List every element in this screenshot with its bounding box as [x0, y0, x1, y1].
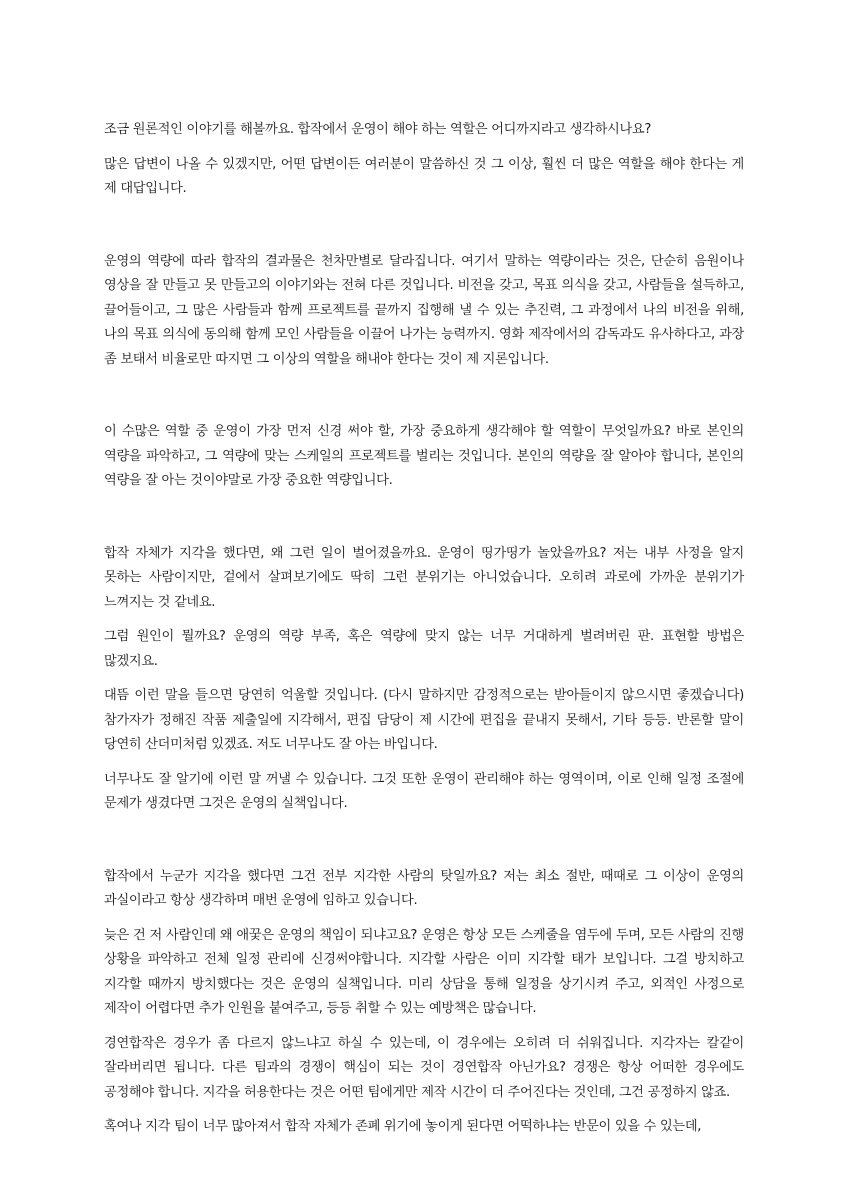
paragraph-operator-responsibility: 너무나도 잘 알기에 이런 말 꺼낼 수 있습니다. 그것 또한 운영이 관리해야 하는 영역이며, 이로 인해 일정 조절에 문제가 생겼다면 그것은 운영의 실책입니다. [104, 771, 744, 811]
paragraph-intro-answer: 많은 답변이 나올 수 있겠지만, 어떤 답변이든 여러분이 말씀하신 것 그 이상, 훨씬 더 많은 역할을 해야 한다는 게 제 대답입니다. [104, 156, 744, 196]
paragraph-operator-competence: 운영의 역량에 따라 합작의 결과물은 천차만별로 달라집니다. 여기서 말하는 역량이라는 것은, 단순히 음원이나 영상을 잘 만들고 못 만들고의 이야기와는 전혀 다른 것입니다. 비전을 갖고, 목표 의식을 갖고, 사람들을 설득하고, 끌어들이고, 그 많은 사람들과 함께 프로젝트를 끝까지 집행해 낼 수 있는 추진력, 그 과정에서 나의 비전을 위해, 나의 목표 의식에 동의해 함께 모인 사람들을 이끌어 나가는 능력까지. 영화 제작에서의 감독과도 유사하다고, 과장 좀 보태서 비율로만 따지면 그 이상의 역할을 해내야 한다는 것이 제 지론입니다. [104, 253, 744, 367]
paragraph-competition: 경연합작은 경우가 좀 다르지 않느냐고 하실 수 있는데, 이 경우에는 오히려 더 쉬워집니다. 지각자는 칼같이 잘라버리면 됩니다. 다른 팀과의 경쟁이 핵심이 되는 것이 경연합작 아닌가요? 경쟁은 항상 어떠한 경우에도 공정해야 합니다. 지각을 허용한다는 것은 어떤 팀에게만 제작 시간이 더 주어진다는 것인데, 그건 공정하지 않죠. [104, 1035, 744, 1100]
paragraph-cause: 그럼 원인이 뭘까요? 운영의 역량 부족, 혹은 역량에 맞지 않는 너무 거대하게 벌려버린 판. 표현할 방법은 많겠지요. [104, 629, 744, 669]
document-body [104, 118, 744, 1140]
paragraph-why-late: 합작 자체가 지각을 했다면, 왜 그런 일이 벌어졌을까요. 운영이 띵가띵가 놀았을까요? 저는 내부 사정을 알지 못하는 사람이지만, 겉에서 살펴보기에도 딱히 그런 분위기는 아니었습니다. 오히려 과로에 가까운 분위기가 느껴지는 것 같네요. [104, 545, 744, 610]
paragraph-prevention: 늦은 건 저 사람인데 왜 애꿎은 운영의 책임이 되냐고요? 운영은 항상 모든 스케줄을 염두에 두며, 모든 사람의 진행 상황을 파악하고 전체 일정 관리에 신경써야합니다. 지각할 사람은 이미 지각할 태가 보입니다. 그걸 방치하고 지각할 때까지 방치했다는 것은 운영의 실책입니다. 미리 상담을 통해 일정을 상기시켜 주고, 외적인 사정으로 제작이 어렵다면 추가 인원을 붙여주고, 등등 취할 수 있는 예방책은 많습니다. [104, 927, 744, 1016]
paragraph-know-your-capacity: 이 수많은 역할 중 운영이 가장 먼저 신경 써야 할, 가장 중요하게 생각해야 할 역할이 무엇일까요? 바로 본인의 역량을 파악하고, 그 역량에 맞는 스케일의 프로젝트를 벌리는 것입니다. 본인의 역량을 잘 알아야 합니다, 본인의 역량을 잘 아는 것이야말로 가장 중요한 역량입니다. [104, 424, 744, 488]
paragraph-whose-fault: 합작에서 누군가 지각을 했다면 그건 전부 지각한 사람의 탓일까요? 저는 최소 절반, 때때로 그 이상이 운영의 과실이라고 항상 생각하며 매번 운영에 임하고 있습니다. [104, 868, 744, 908]
paragraph-unfair-feeling: 대뜸 이런 말을 들으면 당연히 억울할 것입니다. (다시 말하지만 감정적으로는 받아들이지 않으시면 좋겠습니다) 참가자가 정해진 작품 제출일에 지각해서, 편집 담당이 제 시간에 편집을 끝내지 못해서, 기타 등등. 반론할 말이 당연히 산더미처럼 있겠죠. 저도 너무나도 잘 아는 바입니다. [104, 688, 744, 752]
paragraph-rebuttal: 혹여나 지각 팀이 너무 많아져서 합작 자체가 존폐 위기에 놓이게 된다면 어떡하냐는 반문이 있을 수 있는데, [104, 1119, 702, 1134]
paragraph-intro-question: 조금 원론적인 이야기를 해볼까요. 합작에서 운영이 해야 하는 역할은 어디까지라고 생각하시나요? [104, 122, 652, 137]
